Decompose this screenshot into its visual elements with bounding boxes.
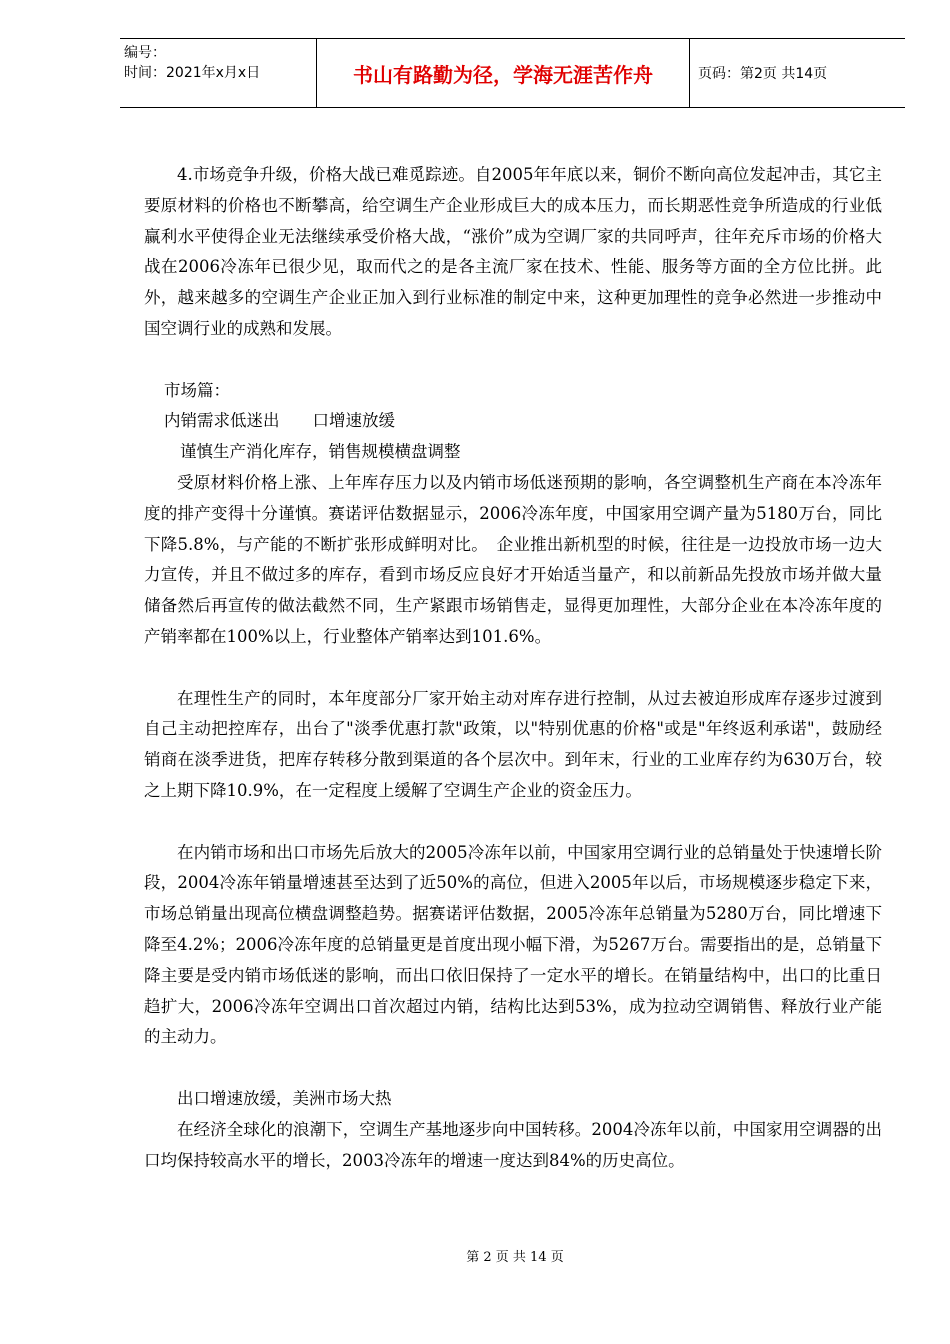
sub-heading-1: 谨慎生产消化库存，销售规模横盘调整 — [180, 442, 461, 462]
header-info-cell — [120, 39, 316, 107]
sub-heading-2: 出口增速放缓，美洲市场大热 — [177, 1088, 392, 1108]
header-motto: 书山有路勤为径，学海无涯苦作舟 — [316, 39, 690, 107]
section-title: 市场篇： — [164, 380, 230, 400]
paragraph-4: 在内销市场和出口市场先后放大的2005冷冻年以前，中国家用空调行业的总销量处于快速增长阶段，2004冷冻年销量增速甚至达到了近50%的高位，但进入2005年以后，市场规模逐步稳定下来，市场总销量出现高位横盘调整趋势。据赛诺评估数据，2005冷冻年总销量为5280万台，同比增速下降至4.2%；2006冷冻年度的总销量更是首度出现小幅下滑，为5267万台。需要指出的是，总销量下降主要是受内销市场低迷的影响，而出口依旧保持了一定水平的增长。在销量结构中，出口的比重日趋扩大，2006冷冻年空调出口首次超过内销，结构比达到53%，成为拉动空调销售、释放行业产能的主动力。 — [144, 842, 882, 1047]
paragraph-3: 在理性生产的同时，本年度部分厂家开始主动对库存进行控制，从过去被迫形成库存逐步过渡到自己主动把控库存，出台了"淡季优惠打款"政策，以"特别优惠的价格"或是"年终返利承诺"，鼓励经销商在淡季进货，把库存转移分散到渠道的各个层次中。到年末，行业的工业库存约为630万台，较之上期下降10.9%，在一定程度上缓解了空调生产企业的资金压力。 — [144, 688, 882, 800]
page-footer: 第 2 页 共 14 页 — [466, 1250, 564, 1265]
number-label: 编号： — [124, 45, 166, 61]
time-label: 时间：2021年x月x日 — [124, 65, 261, 81]
header-page-label: 页码：第2页 共14页 — [698, 66, 828, 82]
document-body — [144, 160, 882, 1176]
paragraph-2: 受原材料价格上涨、上年库存压力以及内销市场低迷预期的影响，各空调整机生产商在本冷冻年度的排产变得十分谨慎。赛诺评估数据显示，2006冷冻年度，中国家用空调产量为5180万台，同比下降5.8%，与产能的不断扩张形成鲜明对比。 企业推出新机型的时候，往往是一边投放市场一边大力宣传，并且不做过多的库存，看到市场反应良好才开始适当量产，和以前新品先投放市场并做大量储备然后再宣传的做法截然不同，生产紧跟市场销售走，显得更加理性，大部分企业在本冷冻年度的产销率都在100%以上，行业整体产销率达到101.6%。 — [144, 472, 882, 646]
section-subtitle: 内销需求低迷出 口增速放缓 — [164, 411, 395, 431]
paragraph-5: 在经济全球化的浪潮下，空调生产基地逐步向中国转移。2004冷冻年以前，中国家用空调器的出口均保持较高水平的增长，2003冷冻年的增速一度达到84%的历史高位。 — [144, 1119, 882, 1170]
page-header — [120, 38, 905, 108]
paragraph-1: 4.市场竞争升级，价格大战已难觅踪迹。自2005年年底以来，铜价不断向高位发起冲击，其它主要原材料的价格也不断攀高，给空调生产企业形成巨大的成本压力，而长期恶性竞争所造成的行业低赢利水平使得企业无法继续承受价格大战，“涨价”成为空调厂家的共同呼声，往年充斥市场的价格大战在2006冷冻年已很少见，取而代之的是各主流厂家在技术、性能、服务等方面的全方位比拼。此外，越来越多的空调生产企业正加入到行业标准的制定中来，这种更加理性的竞争必然进一步推动中国空调行业的成熟和发展。 — [144, 165, 882, 338]
